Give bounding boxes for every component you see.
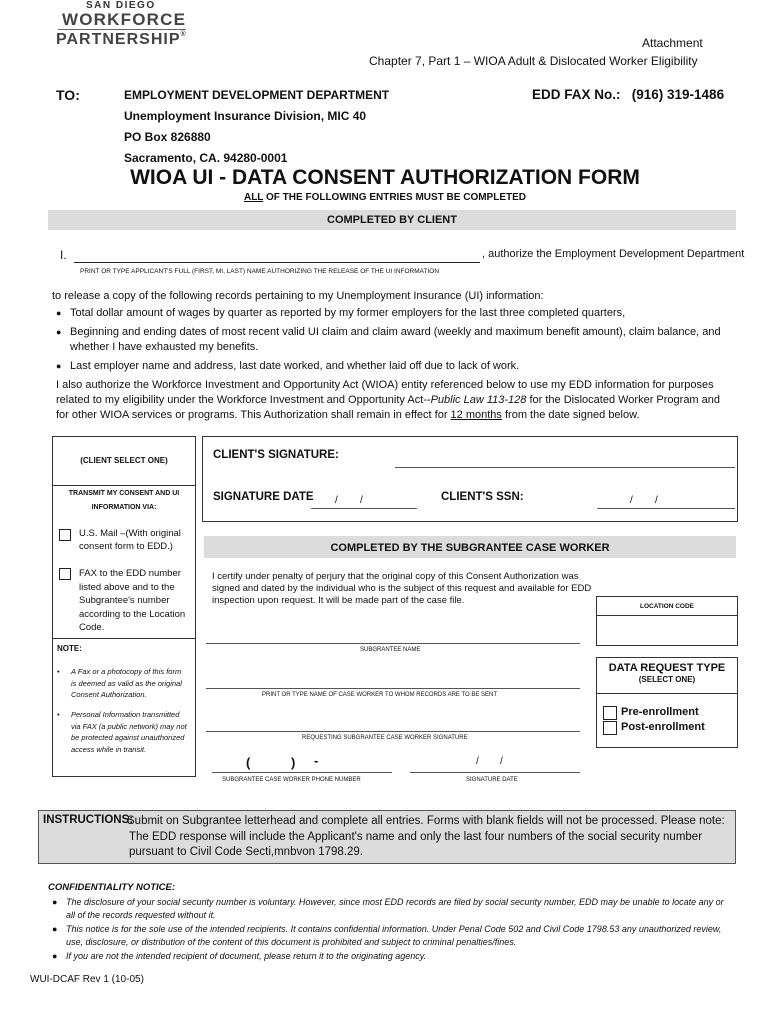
list-item: ● Last employer name and address, last date worked, and whether laid off due to lack of work. (56, 360, 520, 372)
note-item: • A Fax or a photocopy of this form is deemed as valid as the original Consent Authorization. (57, 667, 182, 699)
transmit-options-box: TRANSMIT MY CONSENT AND UI INFORMATION VIA: U.S. Mail –(With original consent form to EDD.) FAX to the EDD number listed above and to the Subgrantee's number according to the Location Code. NOTE: • A Fax or a photocopy of this form is deemed as valid as the original Consent Authorization. • Personal Information transmitted via FAX (a public network) may not be protected against unauthorized access while in transit. (52, 484, 196, 777)
fax-option-label: FAX to the EDD number listed above and to the Subgrantee's number according to the Location Code. (79, 568, 186, 633)
logo-rule (58, 29, 186, 30)
records-list (56, 306, 732, 374)
edd-fax-number: EDD FAX No.: (916) 319-1486 (532, 87, 725, 102)
phone-caption: SUBGRANTEE CASE WORKER PHONE NUMBER (222, 777, 361, 783)
pre-enrollment-checkbox[interactable] (603, 706, 617, 720)
release-text: to release a copy of the following records pertaining to my Unemployment Insurance (UI) information: (52, 290, 544, 302)
caseworker-signature-caption: REQUESTING SUBGRANTEE CASE WORKER SIGNATURE (302, 735, 468, 741)
completed-by-client-header: COMPLETED BY CLIENT (48, 210, 736, 230)
caseworker-name-field[interactable] (206, 688, 580, 689)
subgrantee-name-caption: SUBGRANTEE NAME (360, 647, 421, 653)
authorize-text: , authorize the Employment Development Department (482, 248, 745, 260)
list-item: ● This notice is for the sole use of the intended recipients. It contains confidential information. Under Penal Code 502 and Civil Code 1798.53 any unauthorized review, use, disclosure, or distribution of the content of this document is prohibited and subject to criminal penalties/fines. (52, 924, 722, 947)
fax-option-checkbox[interactable] (59, 568, 71, 580)
applicant-name-caption: PRINT OR TYPE APPLICANT'S FULL (FIRST, MI, LAST) NAME AUTHORIZING THE RELEASE OF THE UI INFORMATION (80, 268, 440, 275)
confidentiality-title: CONFIDENTIALITY NOTICE: (48, 882, 176, 893)
certify-text: I certify under penalty of perjury that the original copy of this Consent Authorization was signed and dated by the individual who is the subject of this request and available for EDD inspection upon request. It will be made part of the case file. (212, 571, 592, 606)
form-revision: WUI-DCAF Rev 1 (10-05) (30, 974, 144, 985)
subgrantee-name-field[interactable] (206, 643, 580, 644)
divider (53, 638, 195, 639)
client-signature-field[interactable] (395, 467, 735, 468)
caseworker-signature-field[interactable] (206, 731, 580, 732)
chapter-label: Chapter 7, Part 1 – WIOA Adult & Dislocated Worker Eligibility (369, 54, 698, 68)
signature-date-label: SIGNATURE DATE (213, 491, 314, 503)
post-enrollment-checkbox[interactable] (603, 721, 617, 735)
i-label: I. (60, 248, 67, 262)
signature-date-field[interactable] (311, 508, 417, 509)
logo-text-bottom: PARTNERSHIP® (56, 31, 187, 48)
applicant-name-field[interactable] (74, 262, 480, 263)
list-item: ● If you are not the intended recipient of document, please return it to the originating agency. (52, 951, 427, 961)
form-title: WIOA UI - DATA CONSENT AUTHORIZATION FORM (130, 166, 640, 189)
instructions-box (38, 810, 736, 864)
logo-text-mid: WORKFORCE (62, 10, 187, 29)
note-item: • Personal Information transmitted via FAX (a public network) may not be protected against unauthorized access while in transit. (57, 710, 187, 754)
mail-option-label: U.S. Mail –(With original consent form to EDD.) (79, 528, 181, 552)
attachment-label: Attachment (642, 36, 703, 50)
note-label: NOTE: (57, 644, 82, 653)
ssn-field[interactable] (597, 508, 735, 509)
form-subtitle: ALL OF THE FOLLOWING ENTRIES MUST BE COMPLETED (243, 192, 527, 203)
list-item: ● The disclosure of your social security number is voluntary. However, since most EDD records are filed by social security number, EDD may be unable to locate any or all of the records requested without it. (52, 897, 724, 920)
caseworker-header: COMPLETED BY THE SUBGRANTEE CASE WORKER (204, 536, 736, 558)
data-request-select: (SELECT ONE) (638, 675, 696, 684)
caseworker-signature-date-caption: SIGNATURE DATE (466, 777, 518, 783)
list-item: ● Total dollar amount of wages by quarter as reported by my former employers for the last three completed quarters, (56, 307, 626, 319)
pre-enrollment-label: Pre-enrollment (621, 706, 699, 718)
phone-field[interactable] (212, 772, 392, 773)
caseworker-signature-date-field[interactable] (410, 772, 580, 773)
mail-option-checkbox[interactable] (59, 529, 71, 541)
client-select-box: (CLIENT SELECT ONE) (52, 436, 196, 486)
post-enrollment-label: Post-enrollment (621, 721, 705, 733)
instructions-label: INSTRUCTIONS: (43, 814, 134, 826)
data-request-type-box (596, 657, 738, 748)
caseworker-name-caption: PRINT OR TYPE NAME OF CASE WORKER TO WHOM RECORDS ARE TO BE SENT (262, 692, 498, 698)
client-signature-label: CLIENT'S SIGNATURE: (213, 449, 339, 461)
location-code-box[interactable]: LOCATION CODE (596, 596, 738, 646)
edd-address: EMPLOYMENT DEVELOPMENT DEPARTMENT Unemployment Insurance Division, MIC 40 PO Box 826880 Sacramento, CA. 94280-0001 (124, 88, 390, 165)
list-item: ● Beginning and ending dates of most recent valid UI claim and claim award (weekly and maximum benefit amount), claim balance, and whether I have exhausted my benefits. (56, 326, 721, 353)
confidentiality-list (52, 896, 732, 963)
authorization-paragraph: I also authorize the Workforce Investment and Opportunity Act (WIOA) entity referenced below to use my EDD information for purposes related to my eligibility under the Workforce Investment and Opportunity Act--Public Law 113-128 for the Dislocated Worker Program and for other WIOA services or programs. This Authorization shall remain in effect for 12 months from the date signed below. (56, 379, 721, 421)
ssn-label: CLIENT'S SSN: (441, 491, 524, 503)
to-label: TO: (56, 87, 80, 103)
client-signature-box: CLIENT'S SIGNATURE: SIGNATURE DATE / / CLIENT'S SSN: / / (202, 436, 738, 522)
logo-text-top: SAN DIEGO (86, 0, 156, 11)
instructions-text: Submit on Subgrantee letterhead and complete all entries. Forms with blank fields will not be processed. Please note: The EDD response will include the Applicant's name and only the last four numbers of the social security number pursuant to Civil Code Secti,mnbvon 1798.29. (127, 815, 725, 858)
data-request-title: DATA REQUEST TYPE (608, 662, 726, 674)
